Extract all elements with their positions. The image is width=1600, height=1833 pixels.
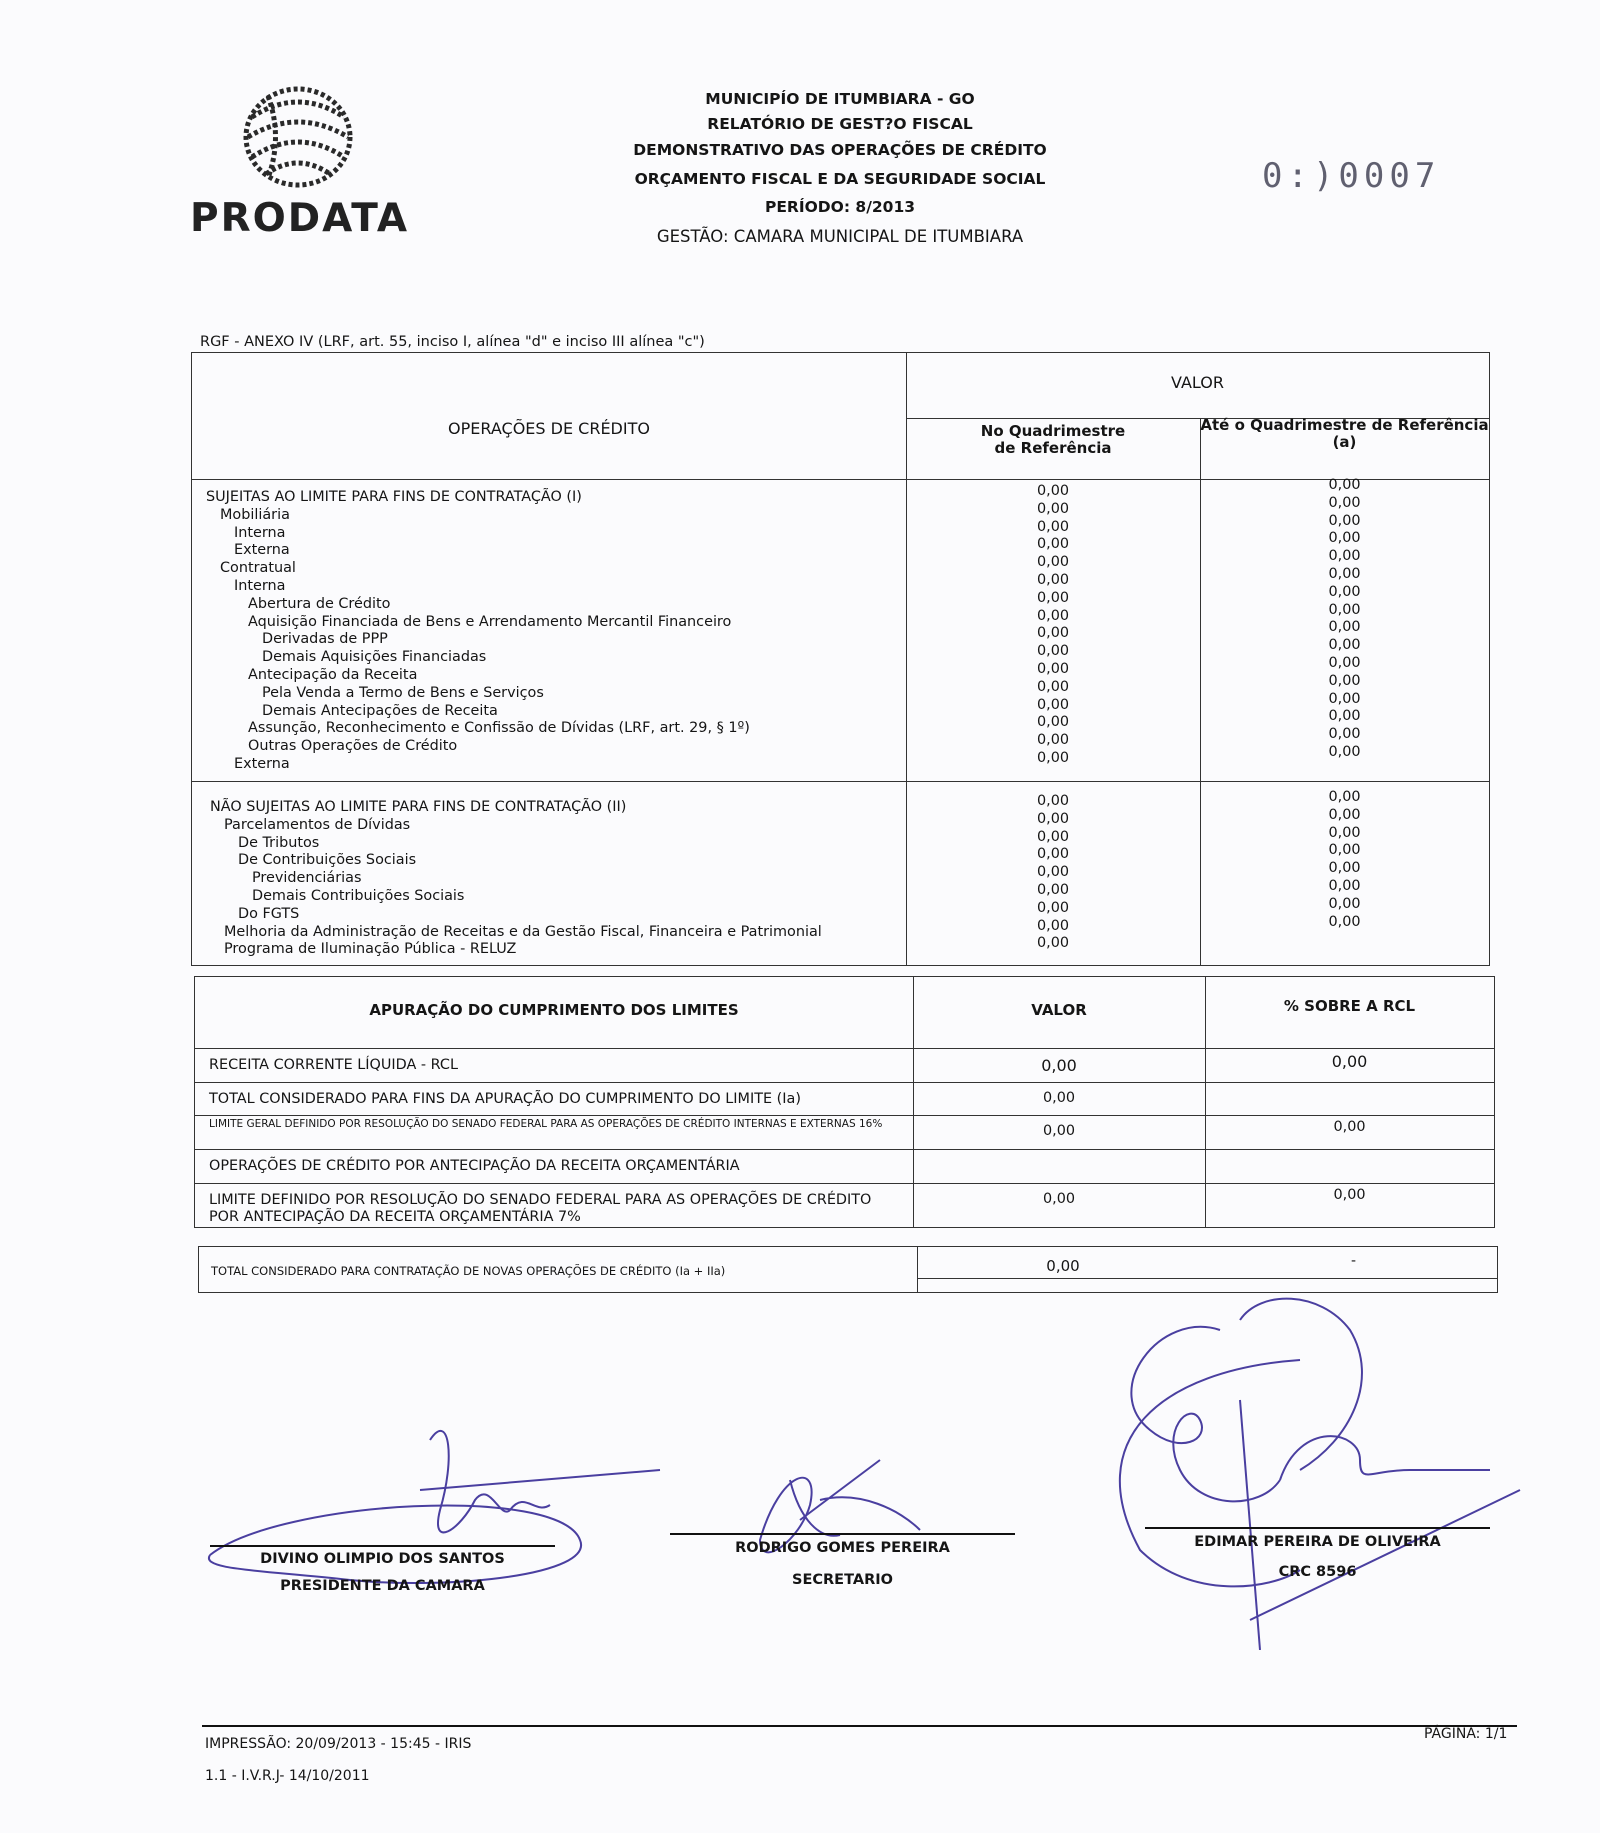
apuracao-row-valor: 0,00 — [1042, 1090, 1076, 1106]
annex-reference: RGF - ANEXO IV (LRF, art. 55, inciso I, alínea "d" e inciso III alínea "c") — [200, 334, 705, 350]
signature-name-contador: EDIMAR PEREIRA DE OLIVEIRA — [1194, 1534, 1441, 1550]
apuracao-row-label: RECEITA CORRENTE LÍQUIDA - RCL — [209, 1057, 458, 1073]
section1-row-value-quadrimestre: 0,00 — [1036, 696, 1070, 713]
apuracao-row-rcl: 0,00 — [1333, 1119, 1366, 1135]
total-novas-valor: 0,00 — [1046, 1257, 1080, 1275]
section2-row-label: De Tributos — [238, 834, 320, 851]
section1-row-value-quadrimestre: 0,00 — [1036, 749, 1070, 766]
section2-row-value-quadrimestre: 0,00 — [1036, 935, 1070, 952]
section1-row-label: Antecipação da Receita — [248, 666, 418, 683]
section2-row-value-ate: 0,00 — [1328, 913, 1361, 930]
apuracao-row-label: LIMITE GERAL DEFINIDO POR RESOLUÇÃO DO SENADO FEDERAL PARA AS OPERAÇÕES DE CRÉDITO INTERNAS E EXTERNAS 16% — [209, 1118, 883, 1130]
section2-row-value-ate: 0,00 — [1328, 824, 1361, 841]
section1-row-value-ate: 0,00 — [1328, 601, 1361, 618]
section1-row-label: Interna — [234, 524, 286, 541]
section1-row-value-ate: 0,00 — [1328, 690, 1361, 707]
section1-row-value-quadrimestre: 0,00 — [1036, 589, 1070, 606]
section2-row-value-quadrimestre: 0,00 — [1036, 793, 1070, 809]
signature-role-contador: CRC 8596 — [1278, 1564, 1357, 1580]
section1-row-label: Externa — [234, 755, 290, 772]
section1-row-value-quadrimestre: 0,00 — [1036, 625, 1070, 642]
section1-row-value-quadrimestre: 0,00 — [1036, 518, 1070, 535]
section2-row-label: Programa de Iluminação Pública - RELUZ — [224, 941, 517, 958]
section1-row-value-quadrimestre: 0,00 — [1036, 554, 1070, 571]
section2-row-value-ate: 0,00 — [1328, 842, 1361, 859]
section1-row-label: Derivadas de PPP — [262, 631, 388, 648]
footer-rule — [202, 1725, 1517, 1727]
section2-row-label: Do FGTS — [238, 905, 300, 922]
section1-row-value-ate: 0,00 — [1328, 548, 1361, 565]
section1-row-value-quadrimestre: 0,00 — [1036, 607, 1070, 624]
apuracao-row-rcl: 0,00 — [1333, 1187, 1366, 1203]
section1-row-value-quadrimestre: 0,00 — [1036, 536, 1070, 553]
section2-row-value-ate: 0,00 — [1328, 789, 1361, 805]
section1-row-label: Aquisição Financiada de Bens e Arrendamento Mercantil Financeiro — [248, 613, 732, 630]
demonstrativo-title: DEMONSTRATIVO DAS OPERAÇÕES DE CRÉDITO — [633, 141, 1047, 159]
orcamento-title: ORÇAMENTO FISCAL E DA SEGURIDADE SOCIAL — [634, 170, 1046, 188]
total-novas-label: TOTAL CONSIDERADO PARA CONTRATAÇÃO DE NOVAS OPERAÇÕES DE CRÉDITO (Ia + IIa) — [211, 1264, 726, 1278]
operacoes-credito-table — [191, 352, 1490, 966]
section2-values-ate — [1200, 789, 1489, 949]
section1-row-value-ate: 0,00 — [1328, 530, 1361, 547]
footer-pagina: PÁGINA: 1/1 — [1424, 1726, 1508, 1742]
apuracao-row-valor: 0,00 — [1042, 1191, 1076, 1207]
page-stamp-number: 0:)0007 — [1262, 156, 1441, 196]
section2-row-value-quadrimestre: 0,00 — [1036, 917, 1070, 934]
section1-labels — [206, 489, 750, 774]
section2-row-label: Parcelamentos de Dívidas — [224, 816, 411, 833]
section2-row-label: De Contribuições Sociais — [238, 852, 417, 869]
section1-row-label: Interna — [234, 577, 286, 594]
col-header-valor: VALOR — [1171, 373, 1224, 392]
section1-row-value-ate: 0,00 — [1328, 672, 1361, 689]
section2-values-quadrimestre — [906, 793, 1200, 953]
section1-row-value-ate: 0,00 — [1328, 637, 1361, 654]
section1-row-value-ate: 0,00 — [1328, 743, 1361, 760]
gestao-title: GESTÃO: CAMARA MUNICIPAL DE ITUMBIARA — [656, 227, 1024, 246]
section2-row-label: Previdenciárias — [252, 870, 362, 887]
section1-row-label: Pela Venda a Termo de Bens e Serviços — [262, 684, 544, 701]
relatorio-title: RELATÓRIO DE GEST?O FISCAL — [707, 115, 973, 133]
col-header-operacoes: OPERAÇÕES DE CRÉDITO — [448, 419, 650, 438]
section2-row-label: Melhoria da Administração de Receitas e da Gestão Fiscal, Financeira e Patrimonial — [224, 923, 822, 940]
section2-labels — [210, 799, 822, 959]
section1-row-value-ate: 0,00 — [1328, 494, 1361, 511]
section2-row-value-ate: 0,00 — [1328, 877, 1361, 894]
apuracao-row-label: TOTAL CONSIDERADO PARA FINS DA APURAÇÃO DO CUMPRIMENTO DO LIMITE (Ia) — [209, 1091, 801, 1107]
col-header-valor-2: VALOR — [1031, 1001, 1087, 1019]
col-header-quadrimestre: No Quadrimestre de Referência — [980, 422, 1126, 457]
signature-name-secretario: RODRIGO GOMES PEREIRA — [735, 1540, 950, 1556]
col-header-apuracao: APURAÇÃO DO CUMPRIMENTO DOS LIMITES — [369, 1001, 739, 1019]
section1-row-label: Demais Antecipações de Receita — [262, 702, 498, 719]
section1-row-value-quadrimestre: 0,00 — [1036, 714, 1070, 731]
section2-row-value-ate: 0,00 — [1328, 860, 1361, 877]
section1-row-value-quadrimestre: 0,00 — [1036, 500, 1070, 517]
footer-versao: 1.1 - I.V.R.J- 14/10/2011 — [205, 1768, 370, 1784]
section2-row-value-ate: 0,00 — [1328, 895, 1361, 912]
signature-role-secretario: SECRETARIO — [792, 1572, 893, 1588]
section1-values-ate — [1200, 477, 1489, 762]
municipio-title: MUNICIPÍO DE ITUMBIARA - GO — [705, 90, 975, 108]
signature-line-presidente — [210, 1545, 555, 1547]
section1-row-label: Demais Aquisições Financiadas — [262, 649, 487, 666]
col-header-ate-quadrimestre: Até o Quadrimestre de Referência (a) — [1200, 416, 1489, 451]
section1-row-value-quadrimestre: 0,00 — [1036, 678, 1070, 695]
apuracao-limites-table — [194, 976, 1495, 1228]
section1-row-value-ate: 0,00 — [1328, 708, 1361, 725]
section1-row-value-quadrimestre: 0,00 — [1036, 483, 1070, 499]
section1-row-label: Outras Operações de Crédito — [248, 738, 458, 755]
section1-row-label: Mobiliária — [220, 506, 290, 523]
section1-row-value-ate: 0,00 — [1328, 654, 1361, 671]
apuracao-row-valor: 0,00 — [1041, 1056, 1077, 1075]
section2-row-value-quadrimestre: 0,00 — [1036, 828, 1070, 845]
prodata-logo-text: PRODATA — [190, 196, 410, 241]
total-novas-rcl: - — [1350, 1253, 1357, 1269]
section2-row-value-quadrimestre: 0,00 — [1036, 810, 1070, 827]
section1-row-value-ate: 0,00 — [1328, 619, 1361, 636]
section1-row-label: Assunção, Reconhecimento e Confissão de Dívidas (LRF, art. 29, § 1º) — [248, 720, 750, 737]
section2-row-value-quadrimestre: 0,00 — [1036, 899, 1070, 916]
section1-row-value-ate: 0,00 — [1328, 565, 1361, 582]
section1-row-value-quadrimestre: 0,00 — [1036, 732, 1070, 749]
signature-name-presidente: DIVINO OLIMPIO DOS SANTOS — [260, 1551, 505, 1567]
section1-row-value-ate: 0,00 — [1328, 477, 1361, 493]
col-header-rcl: % SOBRE A RCL — [1283, 997, 1416, 1015]
signature-role-presidente: PRESIDENTE DA CAMARA — [280, 1578, 485, 1594]
section1-row-value-ate: 0,00 — [1328, 512, 1361, 529]
section2-row-value-quadrimestre: 0,00 — [1036, 881, 1070, 898]
section2-row-value-ate — [1200, 931, 1489, 949]
apuracao-row-label: LIMITE DEFINIDO POR RESOLUÇÃO DO SENADO FEDERAL PARA AS OPERAÇÕES DE CRÉDITO POR ANTECIPAÇÃO DA RECEITA ORÇAMENTÁRIA 7% — [209, 1192, 872, 1225]
section1-row-value-ate: 0,00 — [1328, 726, 1361, 743]
section1-row-label: Externa — [234, 542, 290, 559]
footer-impressao: IMPRESSÃO: 20/09/2013 - 15:45 - IRIS — [205, 1736, 472, 1752]
section2-row-label: NÃO SUJEITAS AO LIMITE PARA FINS DE CONTRATAÇÃO (II) — [210, 799, 627, 815]
section1-row-value-quadrimestre: 0,00 — [1036, 660, 1070, 677]
apuracao-row-label: OPERAÇÕES DE CRÉDITO POR ANTECIPAÇÃO DA RECEITA ORÇAMENTÁRIA — [209, 1158, 740, 1174]
section2-row-value-ate: 0,00 — [1328, 806, 1361, 823]
section2-row-value-quadrimestre: 0,00 — [1036, 846, 1070, 863]
section1-row-value-ate: 0,00 — [1328, 583, 1361, 600]
prodata-globe-logo — [238, 82, 358, 192]
signature-line-secretario — [670, 1533, 1015, 1535]
section2-row-value-quadrimestre: 0,00 — [1036, 864, 1070, 881]
section1-row-label: Contratual — [220, 560, 296, 577]
section1-values-quadrimestre — [906, 483, 1200, 768]
section1-row-label: SUJEITAS AO LIMITE PARA FINS DE CONTRATAÇÃO (I) — [206, 489, 582, 505]
apuracao-row-rcl: 0,00 — [1331, 1052, 1368, 1071]
signature-line-contador — [1145, 1527, 1490, 1529]
section2-row-label: Demais Contribuições Sociais — [252, 887, 465, 904]
section1-row-value-quadrimestre: 0,00 — [1036, 571, 1070, 588]
section1-row-label: Abertura de Crédito — [248, 595, 391, 612]
section1-row-value-quadrimestre: 0,00 — [1036, 643, 1070, 660]
apuracao-row-valor: 0,00 — [1042, 1123, 1076, 1139]
periodo-title: PERÍODO: 8/2013 — [764, 198, 916, 216]
